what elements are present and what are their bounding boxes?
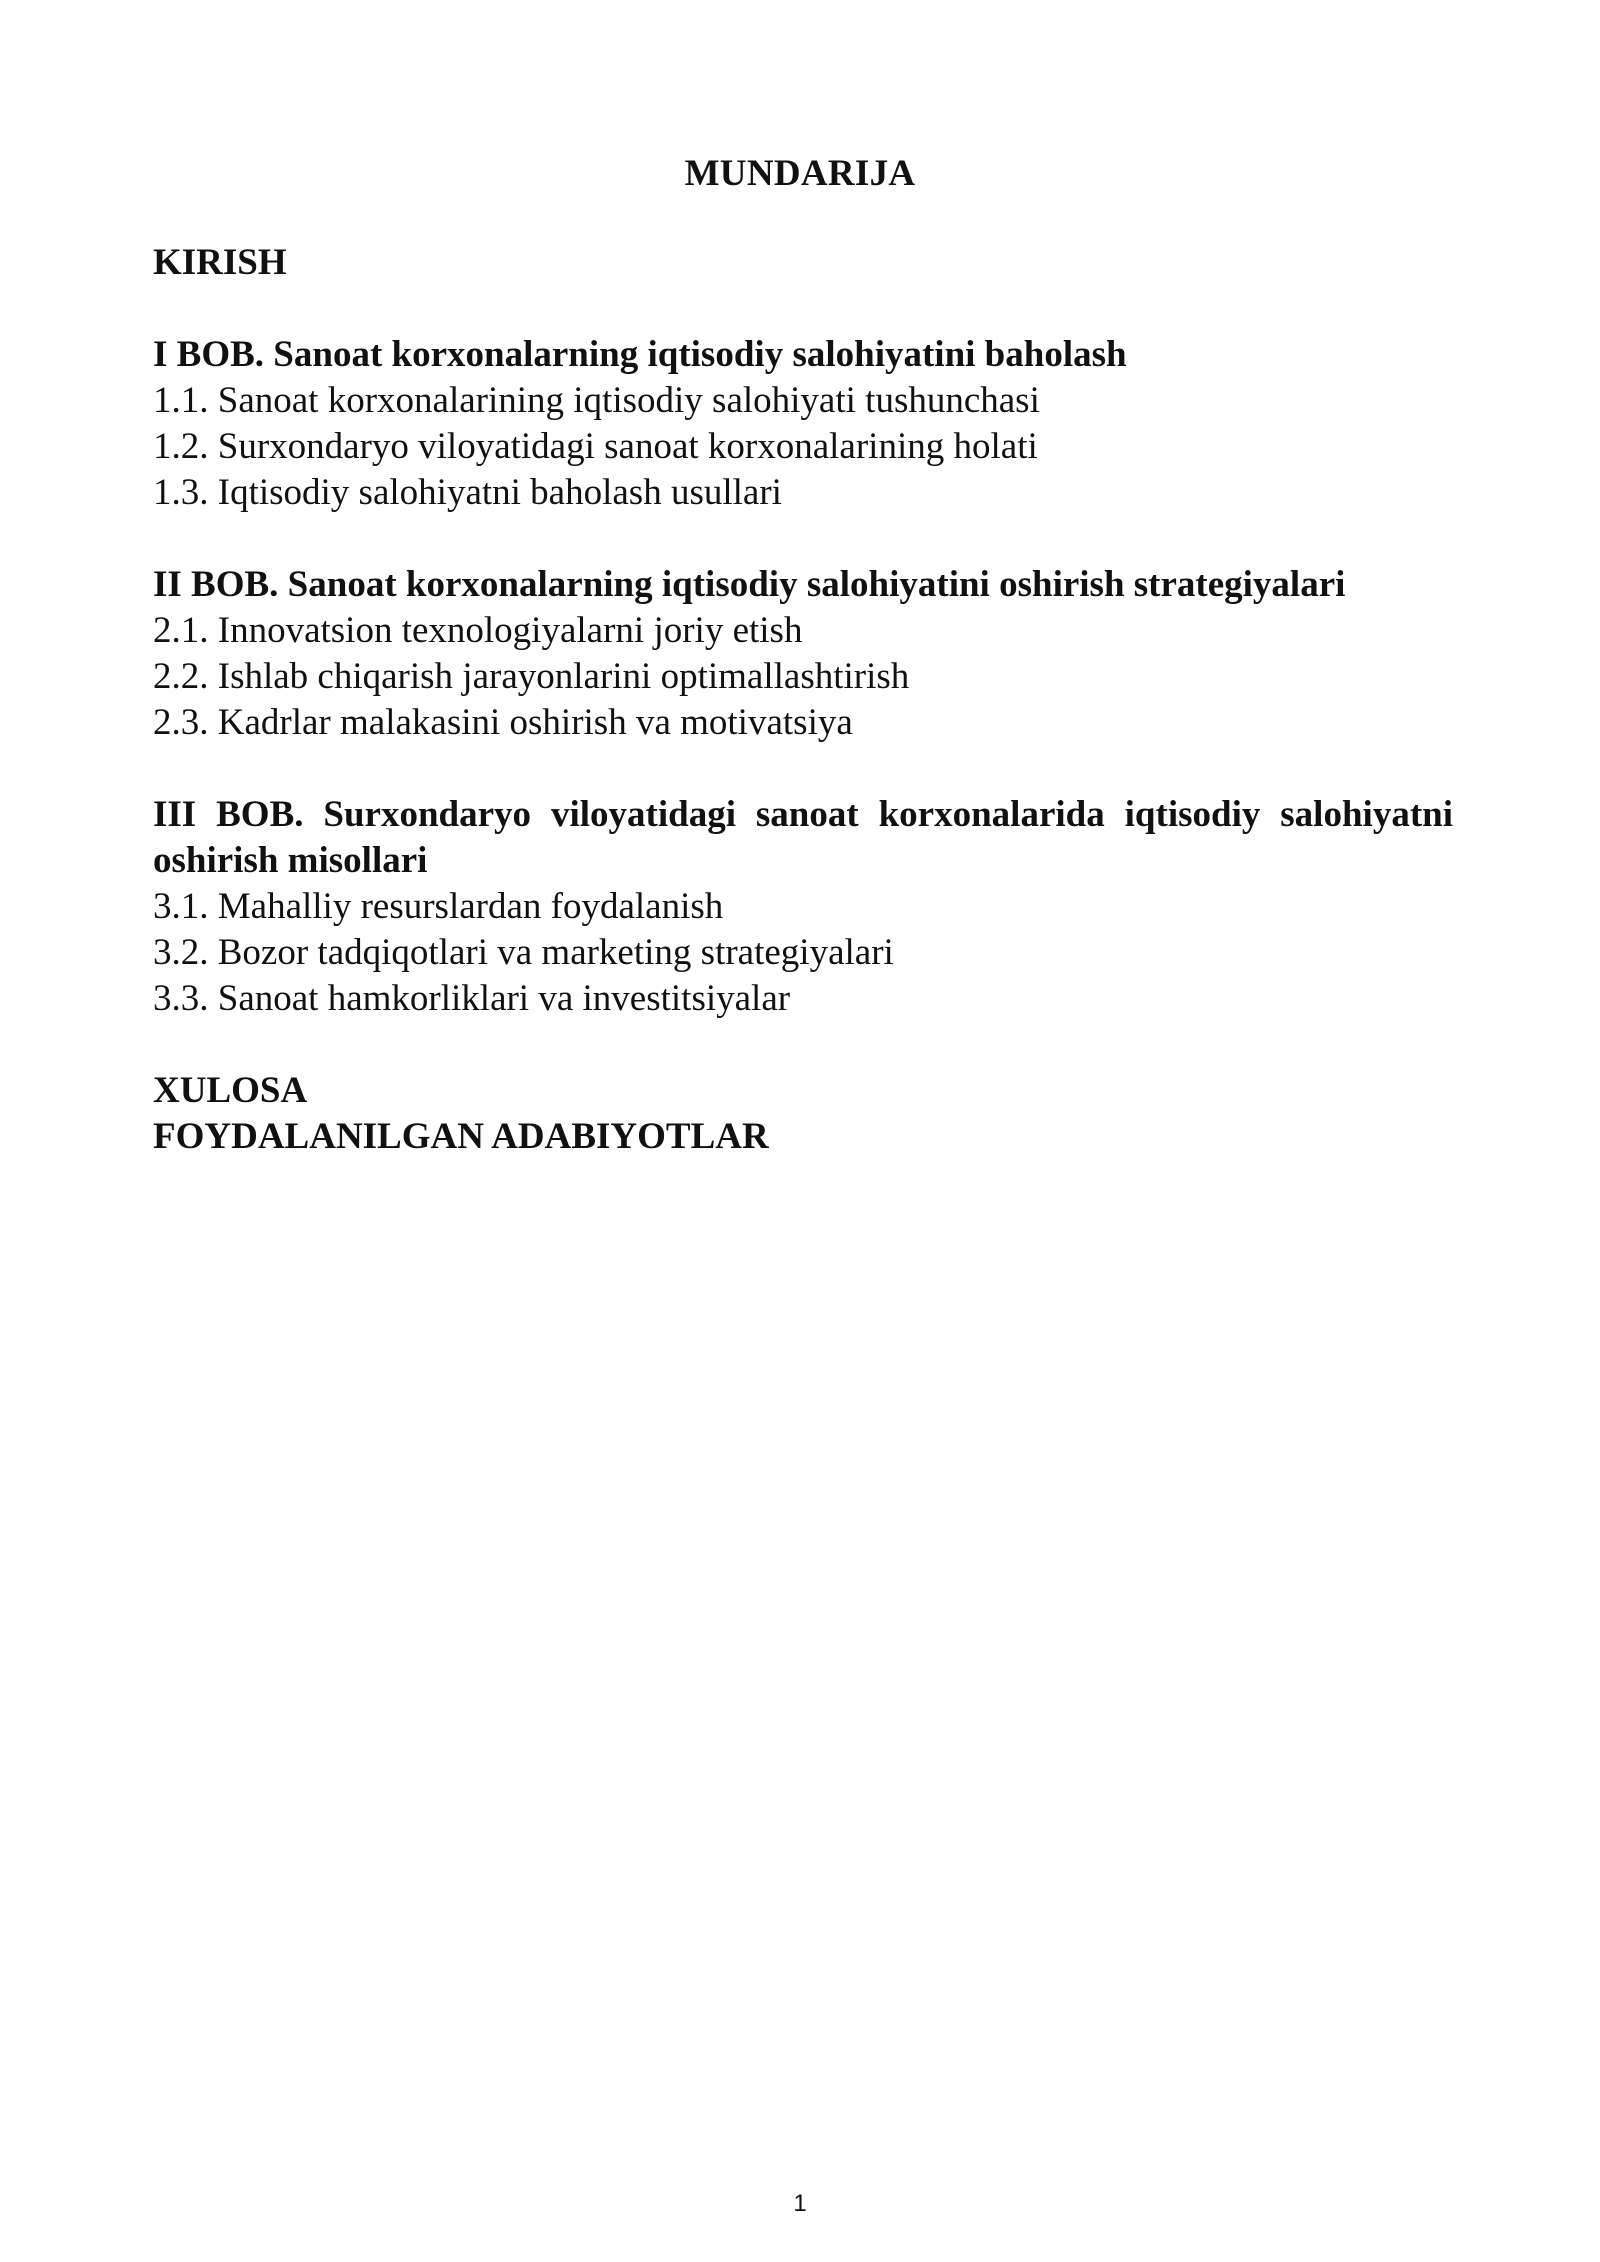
toc-chapter-3 — [153, 792, 1453, 1022]
table-of-contents — [153, 240, 1453, 1160]
section-item: 1.3. Iqtisodiy salohiyatni baholash usullari — [153, 472, 782, 513]
section-item: 3.3. Sanoat hamkorliklari va investitsiyalar — [153, 978, 791, 1019]
section-item: 1.1. Sanoat korxonalarining iqtisodiy salohiyati tushunchasi — [153, 380, 1040, 421]
section-item: 1.2. Surxondaryo viloyatidagi sanoat korxonalarining holati — [153, 426, 1038, 467]
toc-chapter-1 — [153, 332, 1453, 516]
toc-intro: KIRISH — [153, 242, 287, 283]
toc-conclusion: XULOSA — [153, 1070, 308, 1111]
section-item: 2.3. Kadrlar malakasini oshirish va motivatsiya — [153, 702, 853, 743]
chapter-title: II BOB. Sanoat korxonalarning iqtisodiy salohiyatini oshirish strategiyalari — [153, 564, 1346, 605]
toc-chapter-2 — [153, 562, 1453, 746]
page-title: MUNDARIJA — [684, 153, 916, 194]
section-item: 2.2. Ishlab chiqarish jarayonlarini optimallashtirish — [153, 656, 910, 697]
section-item: 3.1. Mahalliy resurslardan foydalanish — [153, 886, 724, 927]
page-number: 1 — [793, 2190, 807, 2217]
chapter-title: I BOB. Sanoat korxonalarning iqtisodiy salohiyatini baholash — [153, 334, 1127, 375]
section-item: 2.1. Innovatsion texnologiyalarni joriy etish — [153, 610, 803, 651]
toc-references: FOYDALANILGAN ADABIYOTLAR — [153, 1116, 769, 1157]
section-item: 3.2. Bozor tadqiqotlari va marketing strategiyalari — [153, 932, 894, 973]
chapter-title: III BOB. Surxondaryo viloyatidagi sanoat korxonalarida iqtisodiy salohiyatni oshirish misollari — [153, 794, 1453, 881]
